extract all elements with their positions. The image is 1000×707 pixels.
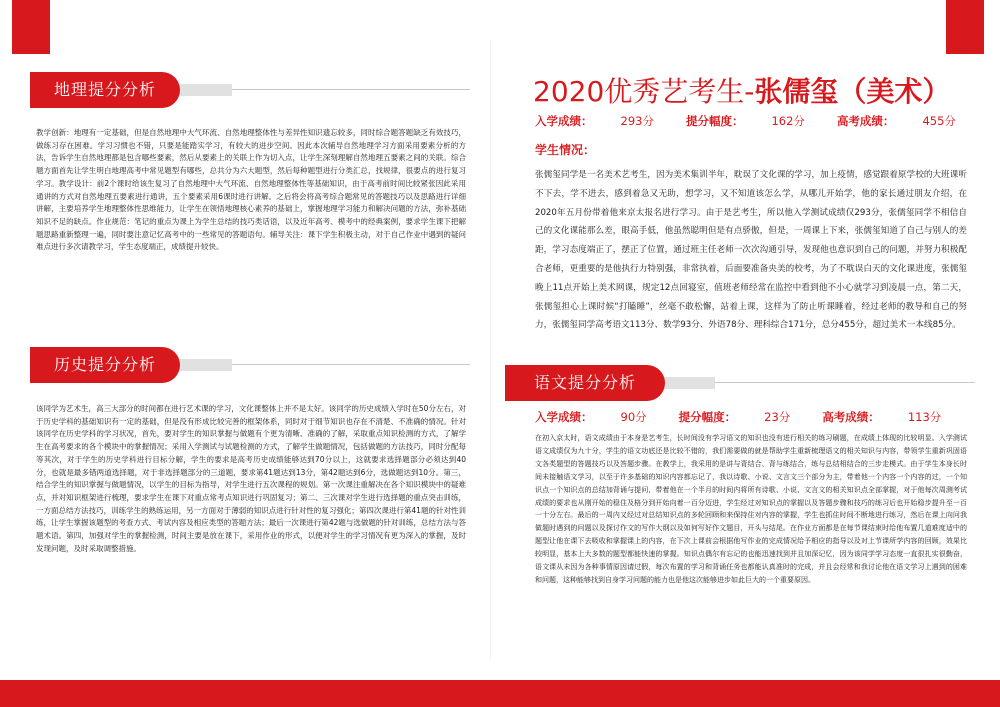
bottom-red-band xyxy=(0,680,1000,707)
entry-score-label: 入学成绩： xyxy=(535,114,593,128)
chinese-heading: 语文提分分析 xyxy=(505,365,665,401)
chinese-final-label: 高考成绩： xyxy=(822,410,880,424)
history-text: 该同学为艺术生，高三大部分的时间都在进行艺术课的学习，文化课整体上并不是太好。该同学的历史成绩入学时在50分左右，对于历史学科的基础知识有一定的基础，但是没有形成比较完善的框架体系，同时对于细节知识也存在不清楚、不准确的情况。针对该同学在历史学科的学习状况，首先，要对学生的知识掌握与做题有个更为清晰、准确的了解，采取重点知识检测的方式，了解学生在高考要求的各个模块中的掌握情况；采用入学测试与试题检测的方式，了解学生做题情况，包括做题的方法技巧，同时分配每等其次，对于学生的历史学科进行目标分解，学生的要求是高考历史成绩能够达到70分以上，这就要求选择题部分必须达到40分，也就是最多错两道选择题，对于非选择题部分的三道题，要求第41题达到13分，第42题达到6分，选做题达到10分。第三，结合学生的知识掌握与做题情况，以学生的目标为指导，对学生进行五次课程的规划。第一次课注重解决在各个知识模块中的疑难点，并对知识框架进行梳理，要求学生在课下对重点常考点知识进行巩固复习；第二、三次课对学生进行选择题的重点突击训练，一方面总结方法技巧，训练学生的熟练运用，另一方面对于薄弱的知识点进行针对性的复习强化；第四次课进行第41题的针对性训练，让学生掌握该题型的考查方式、考试内容及相应类型的答题方法；最后一次课进行第42题与选做题的针对训练，总结方法与答题术语。第四，加强对学生的掌握检测，时间主要是放在课下，采用作业的形式，以便对学生的学习情况有更为深入的掌握，及时发现问题，及时采取调整措施。 xyxy=(36,404,466,553)
final-score-label: 高考成绩： xyxy=(836,114,895,128)
geography-text: 教学创新：地理有一定基础，但是自然地理中大气环流、自然地理整体性与差异性知识遗忘较多，同时综合题答题缺乏有效技巧，做练习存在困难。学习习惯也不错，只要是能踏实学习，有较大的进步空间。因此本次辅导自然地理学习方面采用要素分析的方法，告诉学生自然地理都是包含哪些要素，然后从要素上的关联上作为切入点，让学生深刻理解自然地理五要素之间的关联。综合题方面首先让学生明白地理高考中常见题型有哪些，总共分为六大题型，然后每种题型进行分类汇总，找规律，很要点的进行复习学习。教学设计：前2个课时给该生复习了自然地理中大气环流、自然地理整体性等基础知识，由于高考前时间比较紧张因此采用通讲的方式对自然地理五要素进行通讲，五个要素采用6课时进行讲解。之后将会将高考综合题常见的答题技巧以及思路进行详细讲解，主要培养学生地理整体性思维能力，让学生在领悟地理核心素养的基础上，掌握地理学习能力和解决问题的方法，弥补基础知识不足的缺点。作业规范：笔记的重点为课上为学生总结的技巧类话语，以及近年高考、模考中的经典案例，要求学生课下把解题思路重新整理一遍，同时要注意记忆高考中的一些常见的答题语句。辅导关注：课下学生积极主动，对于自己作业中遇到的疑问难点进行多次请教学习，学生态度端正，成绩提升较快。 xyxy=(36,128,466,252)
chinese-gain-value: 23分 xyxy=(764,410,791,424)
gain-score-label: 提分幅度： xyxy=(685,114,744,128)
page-divider xyxy=(490,40,491,660)
student-situation-text: 张儒玺同学是一名美术艺考生，因为美术集训半年，耽误了文化课的学习，加上疫情，感觉跟着原学校的大班课听不下去，学不进去，感到着急又无助，想学习，又不知道该怎么学，从哪儿开始学，他的家长通过朋友介绍，在2020年五月份带着他来京太报名进行学习。由于是艺考生，所以他入学测试成绩仅293分，张儒玺同学不相信自己的文化课能那么差，眼高手低，他虽然聪明但是有点骄傲，但是，一周课上下来，张儒玺知道了自己与别人的差距，学习态度端正了，摆正了位置，通过班主任老师一次次沟通引导，发现他也意识到自己的问题，并努力积极配合老师，更重要的是他执行力特别强，非常执着，后面要准备央美的校考，为了不耽误白天的文化课进度，张儒玺晚上11点开始上美术网课，规定12点回寝室，值班老师经常在监控中看到他不小心就学习到凌晨一点，第二天，张儒玺担心上课时候“打瞌睡”，丝毫不敢松懈，站着上课，这样为了防止听课睡着，经过老师的教导和自己的努力，张儒玺同学高考语文113分、数学93分、外语78分、理科综合171分，总分455分，超过美术一本线85分。 xyxy=(535,170,967,331)
left-page-number: 16 xyxy=(18,42,35,57)
chinese-gain-label: 提分幅度： xyxy=(678,410,737,424)
chinese-score-row xyxy=(535,409,969,425)
chinese-text: 在初入京太时，语文成绩由于本身是艺考生，长时间没有学习语文的知识也没有进行相关的练习刷题，在成绩上体现的比较明显。入学测试语文成绩仅为九十分，学生的语文功底还是比较不错的，我们需要做的就是帮助学生重新梳理语文的相关知识与内容，带领学生重新巩固语文各类题型的答题技巧以及答题步骤。在教学上，我采用的是讲与背结合、背与练结合，练与总结相结合的三步走模式。由于学生本身长时间未接触语文学习，以至于许多基础的知识内容都忘记了，我以诗歌、小说、文言文三个部分为主，带着他一个内容一个内容的过，一个知识点一个知识点的总结加背诵与提问，带着他在一个半月的时间内将所有诗歌、小说、文言文的相关知识点全部掌握，对于他每次周测考试成绩的要求也从刚开始的稳住及格分到开始向着一百分迈进，学生经过对知识点的掌握以及答题步骤和技巧的练习后也开始稳步提升至一百一十分左右。最后的一周内又经过对总结知识点的多轮回顾和来保持住对内容的掌握，学生也抓住时间不断地进行练习，然后在课上向问我做题时遇到的问题以及探讨作文的写作大纲以及如何写好作文题目，开头与结尾。在作业方面都是在每节课结束时给他布置几道难度适中的题型让他在课下去吸收和掌握课上的内容，在下次上课前会根据他写作业的完成情况给予相应的指导以及对上节课所学内容的回顾，效果比较明显，基本上大多数的题型都能快速的掌握。知识点偶尔有忘记的也能迅速找到并且加深记忆，因为该同学学习态度一直很扎实很勤奋，语文课从未因为各种事情原因请过假，每次布置的学习和背诵任务也都能认真准时的完成，并且会经常和我讨论他在语文学习上遇到的困难和问题，这种能够找到自身学习问题的能力也是他这次能够进步如此巨大的一个重要原因。 xyxy=(535,434,967,584)
gain-score-value: 162分 xyxy=(771,114,805,128)
entry-score-value: 293分 xyxy=(620,114,654,128)
geography-heading-block xyxy=(30,72,470,108)
student-title-name: 张儒玺（美术） xyxy=(754,75,951,108)
right-page-number: 17 xyxy=(957,42,974,57)
student-title xyxy=(533,70,950,110)
history-heading-block xyxy=(30,347,470,383)
student-title-prefix: 2020优秀艺考生- xyxy=(533,75,755,108)
history-heading: 历史提分分析 xyxy=(30,347,180,383)
chinese-heading-block xyxy=(505,365,975,401)
chinese-entry-label: 入学成绩： xyxy=(535,410,593,424)
chinese-final-value: 113分 xyxy=(907,410,942,424)
student-score-row xyxy=(535,113,984,129)
student-situation-label: 学生情况： xyxy=(535,143,596,157)
final-score-value: 455分 xyxy=(922,114,956,128)
geography-heading: 地理提分分析 xyxy=(30,72,180,108)
chinese-entry-value: 90分 xyxy=(620,410,647,424)
